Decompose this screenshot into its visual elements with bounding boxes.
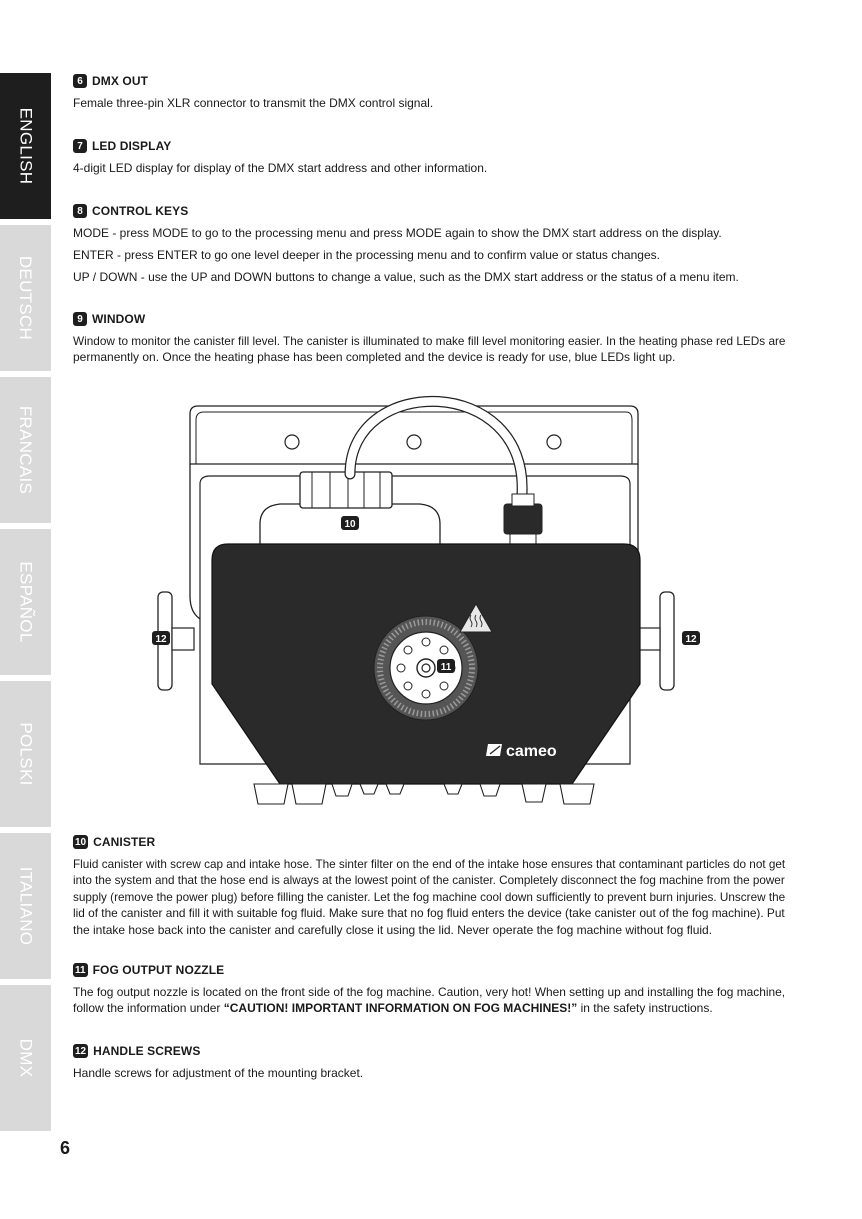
right-screw-shaft (638, 628, 660, 650)
section-title: CONTROL KEYS (92, 204, 189, 218)
tab-francais[interactable] (0, 377, 51, 523)
fog-machine-illustration (150, 384, 710, 812)
section-title: FOG OUTPUT NOZZLE (92, 963, 225, 977)
tab-italiano-label: ITALIANO (16, 866, 36, 946)
fog-machine-drawing (150, 384, 710, 812)
hose-fitting (504, 504, 542, 534)
tab-polski[interactable] (0, 681, 51, 827)
item-number-badge: 9 (73, 312, 87, 326)
section-text: Handle screws for adjustment of the mounting bracket. (73, 1065, 364, 1080)
page-number: 6 (60, 1138, 71, 1158)
callout-nozzle-label: 11 (440, 662, 452, 673)
section-text-line: Fluid canister with screw cap and intake hose. The sinter filter on the end of the intake hose ensures that contaminant particles do not get (73, 856, 786, 871)
right-handle-screw (660, 592, 674, 690)
text-segment: follow the information under (73, 1001, 224, 1015)
section-text: 4-digit LED display for display of the DMX start address and other information. (73, 160, 488, 175)
section-text-line: supply (remove the power plug) before filling the canister. Let the fog machine cool down sufficiently to prevent burn injuries. Unscrew the (73, 889, 786, 904)
section-text-line: the intake hose back into the canister and carefully close it using the lid. Never operate the fog machine without fog fluid. (73, 922, 713, 937)
section-control-keys (73, 203, 785, 285)
section-text-line: into the system and that the hose end is always at the lowest point of the canister. Completely disconnect the fog machine from the power (73, 873, 785, 887)
section-window (73, 311, 785, 366)
callout-canister-label: 10 (344, 519, 356, 530)
tab-italiano[interactable] (0, 833, 51, 979)
section-canister (73, 834, 785, 938)
hose-connector (512, 494, 534, 506)
section-text-line: The fog output nozzle is located on the front side of the fog machine. Caution, very hot! When setting up and installing the fog machine, (73, 984, 786, 999)
section-title: HANDLE SCREWS (93, 1044, 201, 1058)
section-text-line: lid of the canister and fill it with suitable fog fluid. Make sure that no fog fluid enters the device (take canister out of the fog machine). Put (73, 906, 785, 920)
section-title: DMX OUT (92, 74, 149, 88)
tab-english[interactable] (0, 73, 51, 219)
control-keys-mode-text: MODE - press MODE to go to the processing menu and press MODE again to show the DMX start address on the display. (73, 225, 722, 240)
tab-francais-label: FRANCAIS (16, 405, 36, 495)
left-screw-shaft (172, 628, 194, 650)
device-feet (254, 784, 594, 804)
tab-espanol[interactable] (0, 529, 51, 675)
item-number-badge: 8 (73, 204, 87, 218)
section-heading (73, 962, 785, 978)
text-segment: in the safety instructions. (577, 1001, 713, 1015)
callout-right-screw-label: 12 (685, 634, 697, 645)
section-heading (73, 311, 785, 327)
item-number-badge: 7 (73, 139, 87, 153)
safety-instructions-reference: “CAUTION! IMPORTANT INFORMATION ON FOG MACHINES!” (223, 1001, 578, 1015)
tab-espanol-label: ESPAÑOL (16, 561, 36, 643)
control-keys-enter-text: ENTER - press ENTER to go one level deeper in the processing menu and to confirm value or status changes. (73, 247, 660, 262)
section-text: Female three-pin XLR connector to transmit the DMX control signal. (73, 95, 434, 110)
section-title: WINDOW (92, 312, 146, 326)
item-number-badge: 12 (75, 1045, 87, 1057)
tab-polski-label: POLSKI (16, 722, 36, 786)
section-text-line: permanently on. Once the heating phase has been completed and the device is ready for use, blue LEDs light up. (73, 350, 676, 364)
tab-deutsch[interactable] (0, 225, 51, 371)
control-keys-updown-text: UP / DOWN - use the UP and DOWN buttons to change a value, such as the DMX start address or the status of a menu item. (73, 269, 739, 284)
section-led-display (73, 138, 785, 176)
callout-left-screw-label: 12 (155, 634, 167, 645)
nozzle-center (417, 659, 435, 677)
brand-logo-text: cameo (506, 743, 557, 760)
item-number-badge: 6 (73, 74, 87, 88)
section-heading (73, 203, 785, 219)
item-number-badge: 11 (75, 964, 86, 976)
section-handle-screws (73, 1043, 785, 1081)
tab-dmx-label: DMX (16, 1038, 36, 1078)
section-title: LED DISPLAY (92, 139, 172, 153)
section-fog-output-nozzle (73, 962, 785, 1017)
section-title: CANISTER (93, 835, 156, 849)
tab-english-label: ENGLISH (16, 107, 36, 185)
section-heading (73, 138, 785, 154)
section-dmx-out (73, 73, 785, 111)
section-text-line: Window to monitor the canister fill level. The canister is illuminated to make fill level monitoring easier. In the heating phase red LEDs are (73, 333, 786, 348)
section-text-line-with-emphasis (73, 1000, 785, 1017)
tab-dmx[interactable] (0, 985, 51, 1131)
tab-deutsch-label: DEUTSCH (16, 255, 36, 341)
section-heading (73, 834, 785, 850)
item-number-badge: 10 (75, 836, 87, 848)
section-heading (73, 1043, 785, 1059)
section-heading (73, 73, 785, 89)
